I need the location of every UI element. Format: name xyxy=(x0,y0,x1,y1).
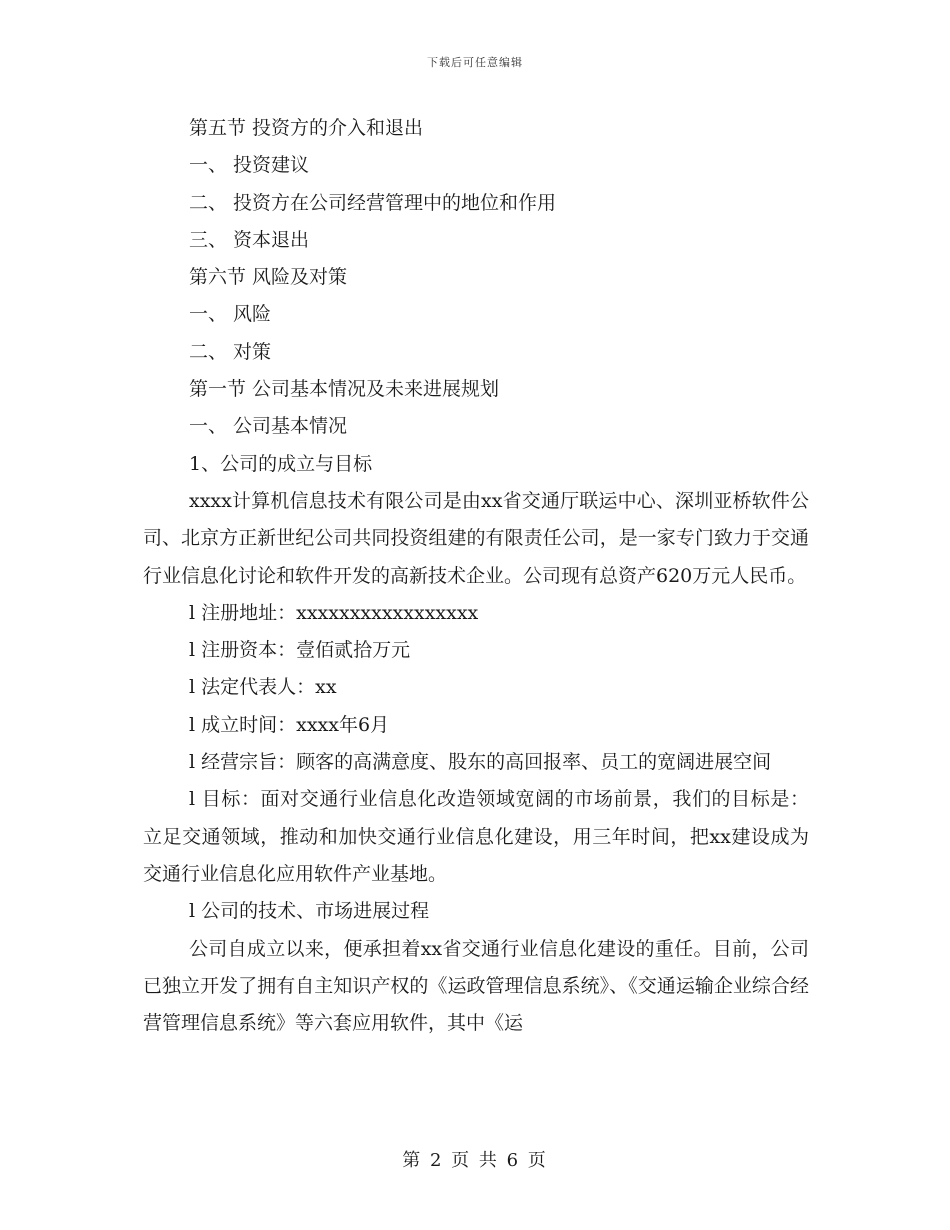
body-paragraph: 公司自成立以来，便承担着xx省交通行业信息化建设的重任。目前，公司已独立开发了拥有自主知识产权的《运政管理信息系统》、《交通运输企业综合经营管理信息系统》等六套应用软件，其中《运 xyxy=(143,937,809,1035)
bullet-item: l 法定代表人：xx xyxy=(189,676,337,699)
page-number: 第 2 页 共 6 页 xyxy=(402,1150,548,1171)
bullet-paragraph: l 经营宗旨：顾客的高满意度、股东的高回报率、员工的宽阔进展空间 xyxy=(189,751,772,774)
list-item: 一、 投资建议 xyxy=(189,154,310,177)
page-header-note: 下载后可任意编辑 xyxy=(427,56,523,69)
document-body xyxy=(143,110,809,1042)
list-item: 二、 投资方在公司经营管理中的地位和作用 xyxy=(189,191,557,214)
section-heading: 第六节 风险及对策 xyxy=(189,266,348,289)
bullet-item: l 公司的技术、市场进展过程 xyxy=(189,900,430,923)
bullet-paragraph: l 目标：面对交通行业信息化改造领域宽阔的市场前景，我们的目标是：立足交通领域，推动和加快交通行业信息化建设，用三年时间，把xx建设成为交通行业信息化应用软件产业基地。 xyxy=(143,788,809,885)
bullet-item: l 注册地址：xxxxxxxxxxxxxxxxx xyxy=(189,601,479,624)
list-item: 三、 资本退出 xyxy=(189,228,310,251)
list-item: 一、 公司基本情况 xyxy=(189,415,348,438)
subsection-heading: 1、公司的成立与目标 xyxy=(189,452,373,475)
section-heading: 第五节 投资方的介入和退出 xyxy=(189,117,424,139)
list-item: 二、 对策 xyxy=(189,340,272,363)
body-paragraph: xxxx计算机信息技术有限公司是由xx省交通厅联运中心、深圳亚桥软件公司、北京方正新世纪公司共同投资组建的有限责任公司，是一家专门致力于交通行业信息化讨论和软件开发的高新技术企业。公司现有总资产620万元人民币。 xyxy=(143,489,809,587)
section-heading: 第一节 公司基本情况及未来进展规划 xyxy=(189,378,500,401)
bullet-item: l 注册资本：壹佰贰拾万元 xyxy=(189,639,411,662)
bullet-item: l 成立时间：xxxx年6月 xyxy=(189,713,390,736)
list-item: 一、 风险 xyxy=(189,303,272,326)
